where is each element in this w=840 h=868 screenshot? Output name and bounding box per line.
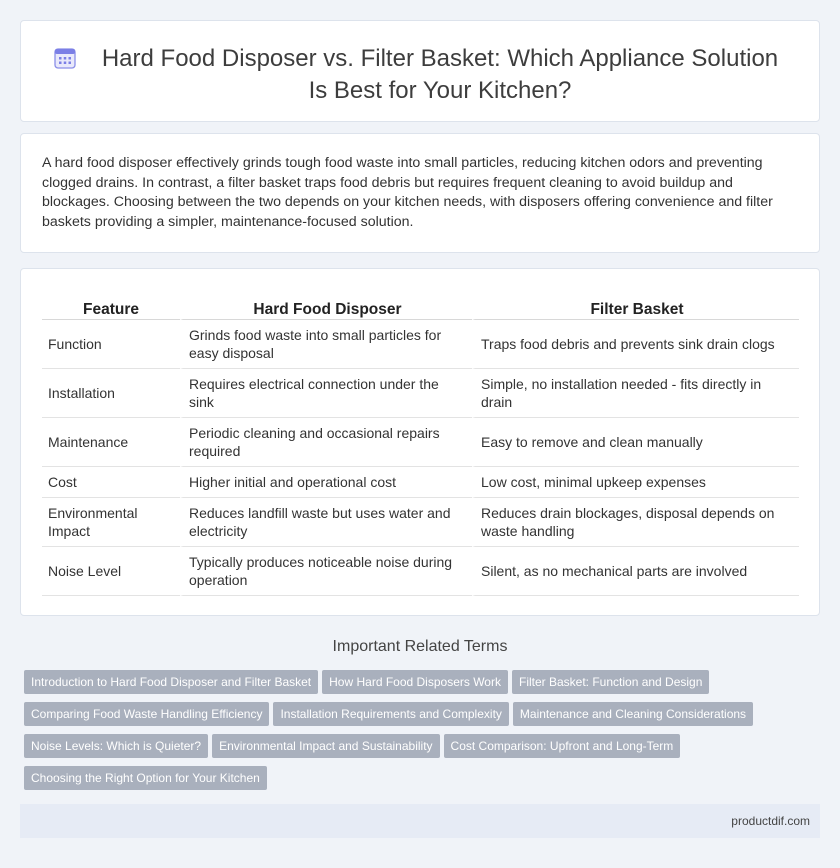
table-header-row xyxy=(42,296,799,320)
comparison-table xyxy=(42,296,799,596)
related-term-tag[interactable]: Cost Comparison: Upfront and Long-Term xyxy=(444,734,681,758)
table-cell-disposer: Reduces landfill waste but uses water and electricity xyxy=(180,498,472,547)
table-cell-basket: Simple, no installation needed - fits directly in drain xyxy=(472,369,799,418)
related-term-tag[interactable]: Maintenance and Cleaning Considerations xyxy=(513,702,753,726)
footer-site-link[interactable]: productdif.com xyxy=(731,814,810,828)
table-row xyxy=(42,320,799,369)
table-cell-disposer: Grinds food waste into small particles for easy disposal xyxy=(180,320,472,369)
column-header-feature: Feature xyxy=(42,296,180,320)
footer xyxy=(20,804,820,838)
table-cell-basket: Traps food debris and prevents sink drain clogs xyxy=(472,320,799,369)
related-term-tag[interactable]: Introduction to Hard Food Disposer and Filter Basket xyxy=(24,670,318,694)
related-term-tag[interactable]: Comparing Food Waste Handling Efficiency xyxy=(24,702,269,726)
table-cell-basket: Easy to remove and clean manually xyxy=(472,418,799,467)
table-cell-disposer: Periodic cleaning and occasional repairs required xyxy=(180,418,472,467)
related-term-tag[interactable]: How Hard Food Disposers Work xyxy=(322,670,508,694)
related-term-tag[interactable]: Noise Levels: Which is Quieter? xyxy=(24,734,208,758)
column-header-filter-basket: Filter Basket xyxy=(472,296,799,320)
table-cell-disposer: Higher initial and operational cost xyxy=(180,467,472,498)
table-row xyxy=(42,369,799,418)
table-cell-feature: Cost xyxy=(42,467,180,498)
table-cell-feature: Installation xyxy=(42,369,180,418)
table-row xyxy=(42,498,799,547)
table-cell-basket: Low cost, minimal upkeep expenses xyxy=(472,467,799,498)
related-terms-list xyxy=(24,670,804,798)
related-terms-heading: Important Related Terms xyxy=(332,638,508,655)
table-cell-basket: Silent, as no mechanical parts are involved xyxy=(472,547,799,596)
comparison-table-card xyxy=(20,268,820,616)
table-cell-basket: Reduces drain blockages, disposal depends on waste handling xyxy=(472,498,799,547)
related-term-tag[interactable]: Filter Basket: Function and Design xyxy=(512,670,709,694)
column-header-hard-food-disposer: Hard Food Disposer xyxy=(180,296,472,320)
intro-paragraph: A hard food disposer effectively grinds tough food waste into small particles, reducing kitchen odors and preventing clogged drains. In contrast, a filter basket traps food debris but requires frequent cleaning to avoid buildup and blockages. Choosing between the two depends on your kitchen needs, with disposers offering convenience and filter baskets providing a simpler, maintenance-focused solution. xyxy=(42,155,773,230)
table-row xyxy=(42,547,799,596)
table-cell-disposer: Typically produces noticeable noise during operation xyxy=(180,547,472,596)
table-cell-feature: Maintenance xyxy=(42,418,180,467)
related-term-tag[interactable]: Installation Requirements and Complexity xyxy=(273,702,508,726)
table-row xyxy=(42,467,799,498)
related-term-tag[interactable]: Environmental Impact and Sustainability xyxy=(212,734,439,758)
table-cell-feature: Noise Level xyxy=(42,547,180,596)
related-term-tag[interactable]: Choosing the Right Option for Your Kitchen xyxy=(24,766,267,790)
header-card xyxy=(20,20,820,122)
intro-card xyxy=(20,133,820,253)
table-cell-feature: Environmental Impact xyxy=(42,498,180,547)
table-row xyxy=(42,418,799,467)
table-cell-disposer: Requires electrical connection under the sink xyxy=(180,369,472,418)
page-title: Hard Food Disposer vs. Filter Basket: Which Appliance Solution Is Best for Your Kitchen? xyxy=(101,45,779,104)
table-cell-feature: Function xyxy=(42,320,180,369)
